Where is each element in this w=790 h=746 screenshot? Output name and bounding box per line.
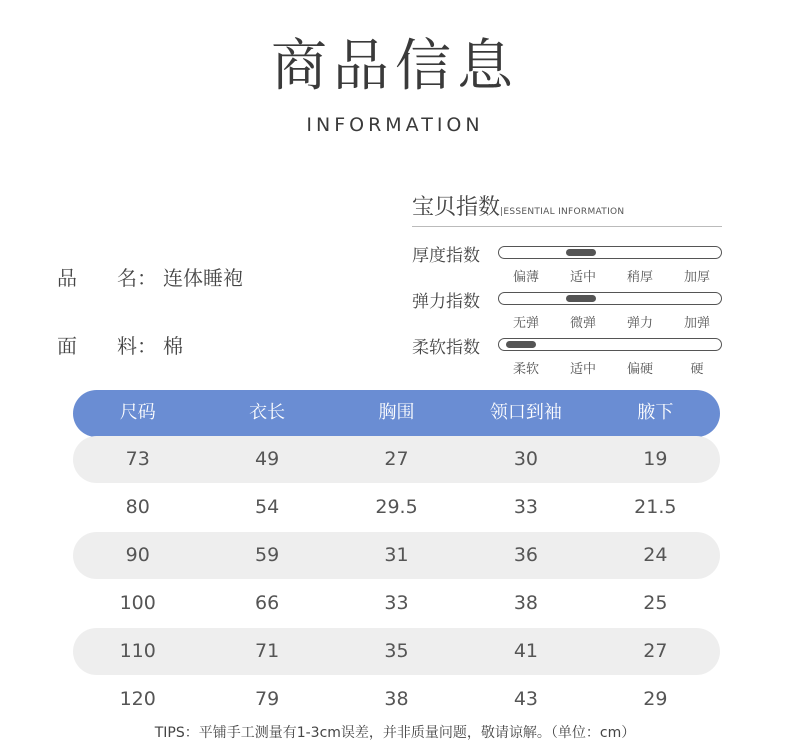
table-cell: 25 xyxy=(643,592,668,614)
table-cell: 30 xyxy=(513,448,539,470)
index-tick-label: 稍厚 xyxy=(626,270,653,285)
table-cell: 100 xyxy=(119,592,156,614)
index-tick-label: 偏硬 xyxy=(626,362,653,377)
table-cell: 24 xyxy=(643,544,668,566)
header-armpit: 腋下 xyxy=(637,402,674,423)
index-label: 厚度指数 xyxy=(412,246,480,266)
page-subtitle: INFORMATION xyxy=(306,114,484,136)
index-slider-knob xyxy=(506,341,536,348)
index-slider-track xyxy=(498,246,722,259)
table-cell: 66 xyxy=(255,592,280,614)
index-slider-track xyxy=(498,338,722,351)
index-tick-label: 柔软 xyxy=(512,362,539,377)
index-tick-label: 微弹 xyxy=(569,316,596,331)
essential-title: 宝贝指数 xyxy=(412,195,501,220)
product-name-value: 连体睡袍 xyxy=(163,266,243,290)
index-tick-label: 硬 xyxy=(690,362,704,377)
product-name-row xyxy=(57,262,243,291)
material-row xyxy=(57,330,183,359)
table-cell: 54 xyxy=(255,496,280,518)
index-tick-label: 加厚 xyxy=(683,270,710,285)
table-row xyxy=(73,628,720,675)
index-slider-knob xyxy=(566,249,596,256)
material-key-2: 料 xyxy=(117,334,137,358)
product-name-key-2: 名 xyxy=(117,266,137,290)
index-tick-label: 适中 xyxy=(569,270,596,285)
table-cell: 33 xyxy=(384,592,409,614)
table-cell: 49 xyxy=(255,448,280,470)
table-cell: 79 xyxy=(255,688,280,710)
table-cell: 43 xyxy=(513,688,539,710)
table-cell: 31 xyxy=(384,544,409,566)
tips-note: TIPS：平铺手工测量有1-3cm误差，并非质量问题，敬请谅解。（单位：cm） xyxy=(154,725,636,741)
table-row xyxy=(73,484,720,531)
index-tick-label: 无弹 xyxy=(512,316,539,331)
table-cell: 29 xyxy=(643,688,668,710)
table-cell: 71 xyxy=(255,640,280,662)
header-neck-to-sleeve: 领口到袖 xyxy=(489,402,562,423)
table-cell: 120 xyxy=(119,688,156,710)
header-length: 衣长 xyxy=(249,402,286,423)
size-table-header xyxy=(73,390,720,437)
material-key-1: 面 xyxy=(57,334,77,358)
material-colon: ： xyxy=(137,334,157,358)
table-cell: 29.5 xyxy=(375,496,418,518)
table-cell: 110 xyxy=(119,640,156,662)
table-cell: 27 xyxy=(384,448,409,470)
essential-heading xyxy=(412,190,624,221)
product-name-key-1: 品 xyxy=(57,266,77,290)
header-size: 尺码 xyxy=(119,402,156,423)
index-label: 柔软指数 xyxy=(412,338,480,358)
table-cell: 36 xyxy=(513,544,539,566)
index-label: 弹力指数 xyxy=(412,292,480,312)
table-cell: 80 xyxy=(125,496,150,518)
material-value: 棉 xyxy=(163,334,183,358)
table-row xyxy=(73,532,720,579)
essential-subtitle: |ESSENTIAL INFORMATION xyxy=(500,207,625,217)
table-cell: 38 xyxy=(513,592,539,614)
table-cell: 38 xyxy=(384,688,409,710)
product-name-colon: ： xyxy=(137,266,157,290)
table-cell: 35 xyxy=(384,640,409,662)
page-title: 商品信息 xyxy=(271,34,519,99)
header-chest: 胸围 xyxy=(378,402,415,423)
index-tick-label: 偏薄 xyxy=(512,270,539,285)
table-cell: 73 xyxy=(125,448,150,470)
index-tick-label: 适中 xyxy=(569,362,596,377)
table-cell: 33 xyxy=(513,496,539,518)
index-tick-label: 加弹 xyxy=(683,316,710,331)
table-row xyxy=(73,436,720,483)
table-cell: 21.5 xyxy=(634,496,677,518)
table-cell: 19 xyxy=(643,448,668,470)
index-slider-knob xyxy=(566,295,596,302)
table-cell: 41 xyxy=(513,640,539,662)
table-cell: 27 xyxy=(643,640,668,662)
table-cell: 90 xyxy=(125,544,150,566)
essential-divider xyxy=(412,226,722,227)
index-slider-track xyxy=(498,292,722,305)
index-tick-label: 弹力 xyxy=(626,316,653,331)
table-row xyxy=(73,676,720,723)
table-row xyxy=(73,580,720,627)
table-cell: 59 xyxy=(255,544,280,566)
